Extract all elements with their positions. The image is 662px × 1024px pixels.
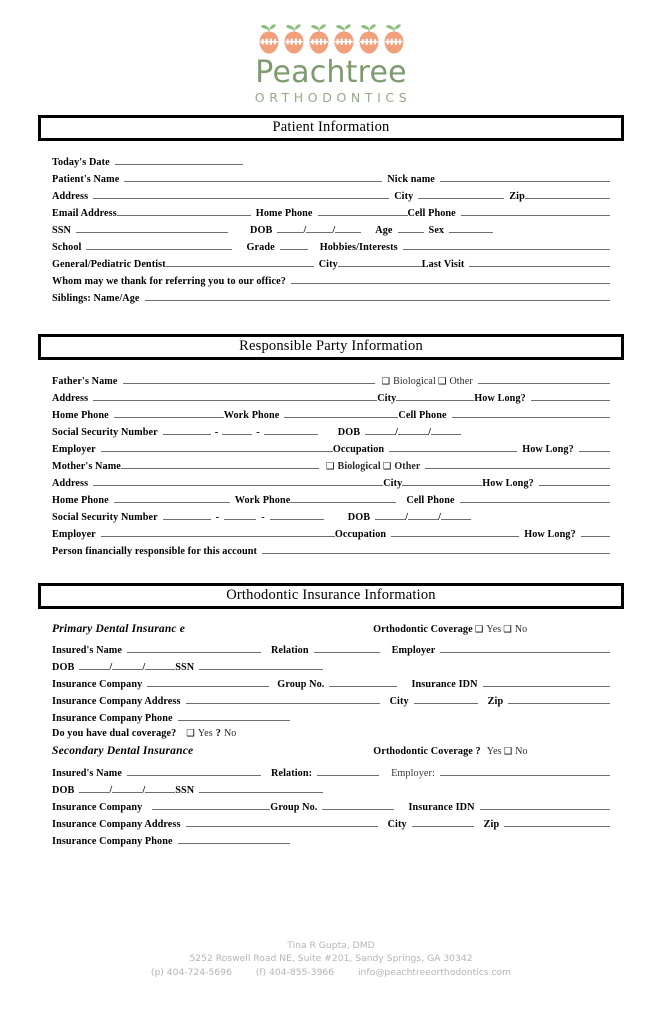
label-primary-relation: Relation [271, 644, 309, 656]
field-row-secondary-dob-ssn [52, 783, 610, 800]
label-primary-insureds-name: Insured's Name [52, 644, 122, 656]
label-secondary-ortho-no: No [515, 745, 528, 757]
field-row-mother-phones [52, 493, 610, 510]
input-father-ssn-2[interactable] [222, 425, 252, 435]
label-mothers-name: Mother's Name [52, 460, 121, 472]
peach-icon-row [258, 16, 405, 56]
label-secondary-dob: DOB [52, 784, 75, 796]
label-primary-employer: Employer [391, 644, 436, 656]
dob-slash-2: / [142, 784, 146, 796]
input-nick-name[interactable] [440, 172, 610, 182]
label-dual-coverage: Do you have dual coverage? [52, 727, 177, 739]
input-mother-dob-month[interactable] [375, 510, 405, 520]
label-grade: Grade [246, 241, 275, 253]
field-row-address [52, 189, 610, 206]
insurance-information-fields [52, 623, 610, 851]
input-secondary-insurance-company-phone[interactable] [178, 834, 290, 844]
input-primary-insurance-company[interactable] [147, 677, 269, 687]
checkbox-mother-other[interactable]: ❑ [382, 460, 392, 472]
input-secondary-insureds-name[interactable] [127, 766, 261, 776]
label-father-cell-phone: Cell Phone [398, 409, 447, 421]
brand-logo [0, 0, 662, 105]
label-father-city: City [377, 392, 397, 404]
label-mother-city: City [383, 477, 403, 489]
input-dob-year[interactable] [335, 223, 361, 233]
peach-with-braces-icon [383, 20, 405, 56]
input-secondary-group-no[interactable] [322, 800, 394, 810]
label-secondary-insureds-name: Insured's Name [52, 767, 122, 779]
label-secondary-ortho-coverage[interactable]: Orthodontic Coverage ? [373, 745, 481, 757]
label-father-dob: DOB [337, 426, 361, 438]
label-mother-employer: Employer [52, 528, 96, 540]
input-primary-insurance-company-address[interactable] [186, 694, 380, 704]
input-cell-phone[interactable] [461, 206, 610, 216]
label-city: City [394, 190, 414, 202]
peach-with-braces-icon [258, 20, 280, 56]
label-zip: Zip [509, 190, 525, 202]
field-row-primary-insurance-company [52, 677, 610, 694]
field-row-father-ssn-dob [52, 425, 610, 442]
input-secondary-insurance-idn[interactable] [480, 800, 610, 810]
dob-slash-1: / [395, 426, 399, 438]
field-row-secondary-insurance-phone [52, 834, 610, 851]
field-row-ssn-dob-age-sex [52, 223, 610, 240]
label-primary-ortho-no: No [514, 623, 528, 635]
footer-doctor-name: Tina R Gupta, DMD [287, 939, 375, 951]
label-secondary-group-no: Group No. [270, 801, 318, 813]
input-mother-work-phone[interactable] [290, 493, 396, 503]
dob-slash-2: / [438, 511, 442, 523]
label-mother-dob: DOB [347, 511, 371, 523]
input-mother-dob-day[interactable] [408, 510, 438, 520]
input-secondary-relation[interactable] [317, 766, 379, 776]
input-mothers-name[interactable] [121, 459, 319, 469]
input-primary-insureds-name[interactable] [127, 643, 261, 653]
label-father-other: Other [449, 375, 473, 387]
input-mother-ssn-3[interactable] [270, 510, 324, 520]
footer-contact-line [0, 966, 662, 980]
input-dob-day[interactable] [306, 223, 332, 233]
input-secondary-dob-month[interactable] [79, 783, 109, 793]
input-father-dob-month[interactable] [365, 425, 395, 435]
input-father-how-long[interactable] [531, 391, 610, 401]
label-mother-biological: Biological [337, 460, 381, 472]
checkbox-secondary-ortho-no[interactable]: ❑ [503, 745, 513, 757]
input-father-ssn-1[interactable] [163, 425, 211, 435]
input-mother-other[interactable] [425, 459, 610, 469]
ssn-dash-1: - [214, 426, 219, 438]
field-row-secondary-insurance-company [52, 800, 610, 817]
field-row-financially-responsible [52, 544, 610, 561]
field-row-secondary-insurance-address [52, 817, 610, 834]
input-mother-ssn-2[interactable] [224, 510, 256, 520]
input-secondary-insurance-city[interactable] [412, 817, 474, 827]
field-row-school-grade-hobbies [52, 240, 610, 257]
label-general-pediatric-dentist: General/Pediatric Dentist [52, 258, 166, 270]
logo-wordmark: Peachtree [255, 55, 407, 90]
input-mother-ssn-1[interactable] [163, 510, 211, 520]
label-fathers-name: Father's Name [52, 375, 118, 387]
checkbox-father-biological[interactable]: ❑ [381, 375, 391, 387]
label-primary-ssn: SSN [175, 661, 195, 673]
label-father-employer-how-long: How Long? [522, 443, 574, 455]
section-title: Responsible Party Information [239, 338, 423, 355]
field-row-siblings [52, 291, 610, 308]
label-primary-ortho-coverage: Orthodontic Coverage [373, 623, 473, 635]
label-ssn: SSN [52, 224, 71, 236]
patient-information-fields [52, 155, 610, 308]
input-secondary-dob-day[interactable] [112, 783, 142, 793]
label-sex: Sex [428, 224, 445, 236]
input-grade[interactable] [280, 240, 308, 250]
label-dob: DOB [250, 224, 273, 236]
label-father-home-phone: Home Phone [52, 409, 109, 421]
input-hobbies-interests[interactable] [403, 240, 610, 250]
field-row-secondary-insureds-name [52, 766, 610, 783]
input-primary-insurance-city[interactable] [414, 694, 478, 704]
label-school: School [52, 241, 82, 253]
field-row-primary-insurance-address [52, 694, 610, 711]
label-secondary-ssn: SSN [175, 784, 195, 796]
label-last-visit: Last Visit [421, 258, 465, 270]
input-primary-dob-year[interactable] [145, 660, 175, 670]
field-row-patients-name [52, 172, 610, 189]
field-row-father-address [52, 391, 610, 408]
label-mother-how-long: How Long? [482, 477, 534, 489]
label-secondary-employer: Employer: [391, 767, 435, 779]
label-mother-address: Address [52, 477, 89, 489]
input-mother-address[interactable] [93, 476, 383, 486]
ssn-dash-1: - [215, 511, 220, 523]
dob-slash-1: / [109, 784, 113, 796]
input-father-cell-phone[interactable] [452, 408, 610, 418]
dob-slash-1: / [109, 661, 113, 673]
secondary-insurance-heading-row [52, 745, 610, 766]
label-home-phone: Home Phone [255, 207, 313, 219]
checkbox-father-other[interactable]: ❑ [437, 375, 447, 387]
label-patients-name: Patient's Name [52, 173, 120, 185]
footer-phone: (p) 404-724-5696 [150, 967, 232, 979]
section-title: Orthodontic Insurance Information [226, 587, 436, 604]
input-secondary-ssn[interactable] [199, 783, 323, 793]
peach-with-braces-icon [333, 20, 355, 56]
label-secondary-ortho-yes: Yes [486, 745, 502, 757]
label-mother-occupation: Occupation [334, 528, 387, 540]
field-row-mother-employer [52, 527, 610, 544]
dob-slash-2: / [142, 661, 146, 673]
label-dual-coverage-yes: Yes [197, 727, 213, 739]
ssn-dash-2: - [256, 426, 260, 438]
label-father-address: Address [52, 392, 89, 404]
label-dual-coverage-no: No [223, 727, 237, 739]
input-secondary-insurance-zip[interactable] [504, 817, 610, 827]
label-cell-phone: Cell Phone [407, 207, 456, 219]
input-primary-ssn[interactable] [199, 660, 323, 670]
label-referral-source: Whom may we thank for referring you to our office? [52, 275, 286, 287]
label-nick-name: Nick name [387, 173, 435, 185]
input-mother-cell-phone[interactable] [460, 493, 610, 503]
logo-tagline: ORTHODONTICS [254, 89, 412, 105]
section-header-orthodontic-insurance-information [38, 583, 624, 609]
input-mother-home-phone[interactable] [114, 493, 230, 503]
checkbox-primary-ortho-no[interactable]: ❑ [503, 623, 512, 635]
field-row-primary-insureds-name [52, 643, 610, 660]
input-home-phone[interactable] [318, 206, 408, 216]
input-primary-group-no[interactable] [329, 677, 397, 687]
footer-fax: (f) 404-855-3966 [255, 967, 335, 979]
input-address[interactable] [93, 189, 389, 199]
primary-insurance-heading-row [52, 623, 610, 643]
peach-with-braces-icon [308, 20, 330, 56]
label-primary-dob: DOB [52, 661, 75, 673]
label-primary-ortho-yes: Yes [486, 623, 502, 635]
label-mother-employer-how-long: How Long? [524, 528, 576, 540]
section-header-responsible-party-information [38, 334, 624, 360]
dob-slash-2: / [332, 224, 336, 236]
footer-email: info@peachtreeorthodontics.com [357, 967, 512, 979]
label-primary-insurance-zip: Zip [487, 695, 504, 707]
label-primary-insurance-city: City [389, 695, 409, 707]
peach-with-braces-icon [358, 20, 380, 56]
input-primary-insurance-company-phone[interactable] [178, 711, 290, 721]
input-father-address[interactable] [93, 391, 377, 401]
input-email-address[interactable] [117, 206, 251, 216]
label-mother-other: Other [394, 460, 421, 472]
label-financially-responsible: Person financially responsible for this account [52, 545, 257, 557]
label-secondary-insurance-company-phone: Insurance Company Phone [52, 835, 173, 847]
label-mother-social-security-number: Social Security Number [52, 511, 158, 523]
input-primary-dob-month[interactable] [79, 660, 109, 670]
field-row-mother-ssn-dob [52, 510, 610, 527]
input-sex[interactable] [449, 223, 493, 233]
input-father-employer[interactable] [101, 442, 333, 452]
page-footer [0, 939, 662, 980]
input-mother-occupation[interactable] [391, 527, 519, 537]
peach-with-braces-icon [283, 20, 305, 56]
input-primary-employer[interactable] [440, 643, 610, 653]
input-zip[interactable] [525, 189, 610, 199]
label-secondary-insurance-company: Insurance Company [52, 801, 143, 813]
field-row-dual-coverage [52, 728, 610, 745]
checkbox-dual-coverage-yes[interactable]: ❑ [186, 727, 195, 739]
section-header-patient-information [38, 115, 624, 141]
section-title: Patient Information [272, 119, 390, 136]
label-secondary-insurance-idn: Insurance IDN [408, 801, 475, 813]
footer-address: 5252 Roswell Road NE, Suite #201, Sandy Springs, GA 30342 [189, 953, 473, 965]
input-secondary-insurance-company[interactable] [152, 800, 270, 810]
input-city[interactable] [418, 189, 504, 199]
input-last-visit[interactable] [469, 257, 610, 267]
field-row-general-dentist [52, 257, 610, 274]
input-father-ssn-3[interactable] [264, 425, 318, 435]
label-father-occupation: Occupation [332, 443, 385, 455]
input-mother-how-long[interactable] [539, 476, 610, 486]
checkbox-dual-coverage-no[interactable]: ? [215, 727, 221, 739]
dob-slash-1: / [303, 224, 307, 236]
label-secondary-insurance-zip: Zip [483, 818, 500, 830]
label-siblings-name-age: Siblings: Name/Age [52, 292, 140, 304]
label-father-biological: Biological [393, 375, 436, 387]
input-mother-employer[interactable] [101, 527, 335, 537]
dob-slash-2: / [428, 426, 432, 438]
field-row-email-address [52, 206, 610, 223]
field-row-referral [52, 274, 610, 291]
label-mother-cell-phone: Cell Phone [406, 494, 455, 506]
label-todays-date: Today's Date [52, 156, 110, 168]
ssn-dash-2: - [261, 511, 265, 523]
input-patients-name[interactable] [124, 172, 382, 182]
input-mother-city[interactable] [402, 476, 482, 486]
heading-secondary-dental-insurance: Secondary Dental Insurance [52, 744, 194, 757]
checkbox-mother-biological[interactable]: ❑ [325, 460, 335, 472]
input-mother-dob-year[interactable] [441, 510, 471, 520]
input-father-employer-how-long[interactable] [579, 442, 610, 452]
input-ssn[interactable] [76, 223, 228, 233]
input-father-other[interactable] [478, 374, 610, 384]
label-secondary-relation: Relation: [271, 767, 313, 779]
label-mother-home-phone: Home Phone [52, 494, 109, 506]
input-referral-source[interactable] [291, 274, 610, 284]
input-general-pediatric-dentist[interactable] [166, 257, 314, 267]
input-secondary-employer[interactable] [440, 766, 610, 776]
label-dentist-city: City [318, 258, 338, 270]
label-primary-insurance-idn: Insurance IDN [411, 678, 478, 690]
input-financially-responsible[interactable] [262, 544, 610, 554]
input-todays-date[interactable] [115, 155, 243, 165]
field-row-mothers-name [52, 459, 610, 476]
label-father-work-phone: Work Phone [223, 409, 280, 421]
dob-slash-1: / [405, 511, 409, 523]
label-hobbies-interests: Hobbies/Interests [319, 241, 398, 253]
input-father-dob-year[interactable] [431, 425, 461, 435]
responsible-party-fields [52, 374, 610, 561]
label-secondary-insurance-company-address: Insurance Company Address [52, 818, 181, 830]
input-primary-relation[interactable] [314, 643, 380, 653]
label-address: Address [52, 190, 89, 202]
field-row-father-phones [52, 408, 610, 425]
label-primary-insurance-company-phone: Insurance Company Phone [52, 712, 173, 724]
field-row-father-employer [52, 442, 610, 459]
field-row-mother-address [52, 476, 610, 493]
label-father-how-long: How Long? [474, 392, 526, 404]
field-row-todays-date [52, 155, 610, 172]
heading-primary-dental-insurance: Primary Dental Insuranc e [52, 622, 186, 635]
label-age: Age [375, 224, 393, 236]
input-father-occupation[interactable] [389, 442, 517, 452]
input-school[interactable] [86, 240, 232, 250]
label-secondary-insurance-city: City [387, 818, 407, 830]
input-secondary-insurance-company-address[interactable] [186, 817, 378, 827]
label-primary-insurance-company-address: Insurance Company Address [52, 695, 181, 707]
input-primary-insurance-zip[interactable] [508, 694, 610, 704]
label-primary-insurance-company: Insurance Company [52, 678, 143, 690]
input-father-home-phone[interactable] [114, 408, 224, 418]
label-primary-group-no: Group No. [277, 678, 325, 690]
input-father-city[interactable] [396, 391, 474, 401]
input-primary-dob-day[interactable] [112, 660, 142, 670]
input-dob-month[interactable] [277, 223, 303, 233]
field-row-fathers-name [52, 374, 610, 391]
input-dentist-city[interactable] [338, 257, 422, 267]
input-siblings-name-age[interactable] [145, 291, 610, 301]
input-father-work-phone[interactable] [284, 408, 398, 418]
field-row-primary-dob-ssn [52, 660, 610, 677]
input-age[interactable] [398, 223, 424, 233]
input-secondary-dob-year[interactable] [145, 783, 175, 793]
field-row-primary-insurance-phone [52, 711, 610, 728]
label-father-employer: Employer [52, 443, 96, 455]
input-fathers-name[interactable] [123, 374, 375, 384]
input-primary-insurance-idn[interactable] [483, 677, 610, 687]
checkbox-primary-ortho-yes[interactable]: ❑ [474, 623, 484, 635]
label-father-social-security-number: Social Security Number [52, 426, 158, 438]
input-mother-employer-how-long[interactable] [581, 527, 610, 537]
input-father-dob-day[interactable] [398, 425, 428, 435]
label-email-address: Email Address [52, 207, 117, 219]
label-mother-work-phone: Work Phone [234, 494, 291, 506]
